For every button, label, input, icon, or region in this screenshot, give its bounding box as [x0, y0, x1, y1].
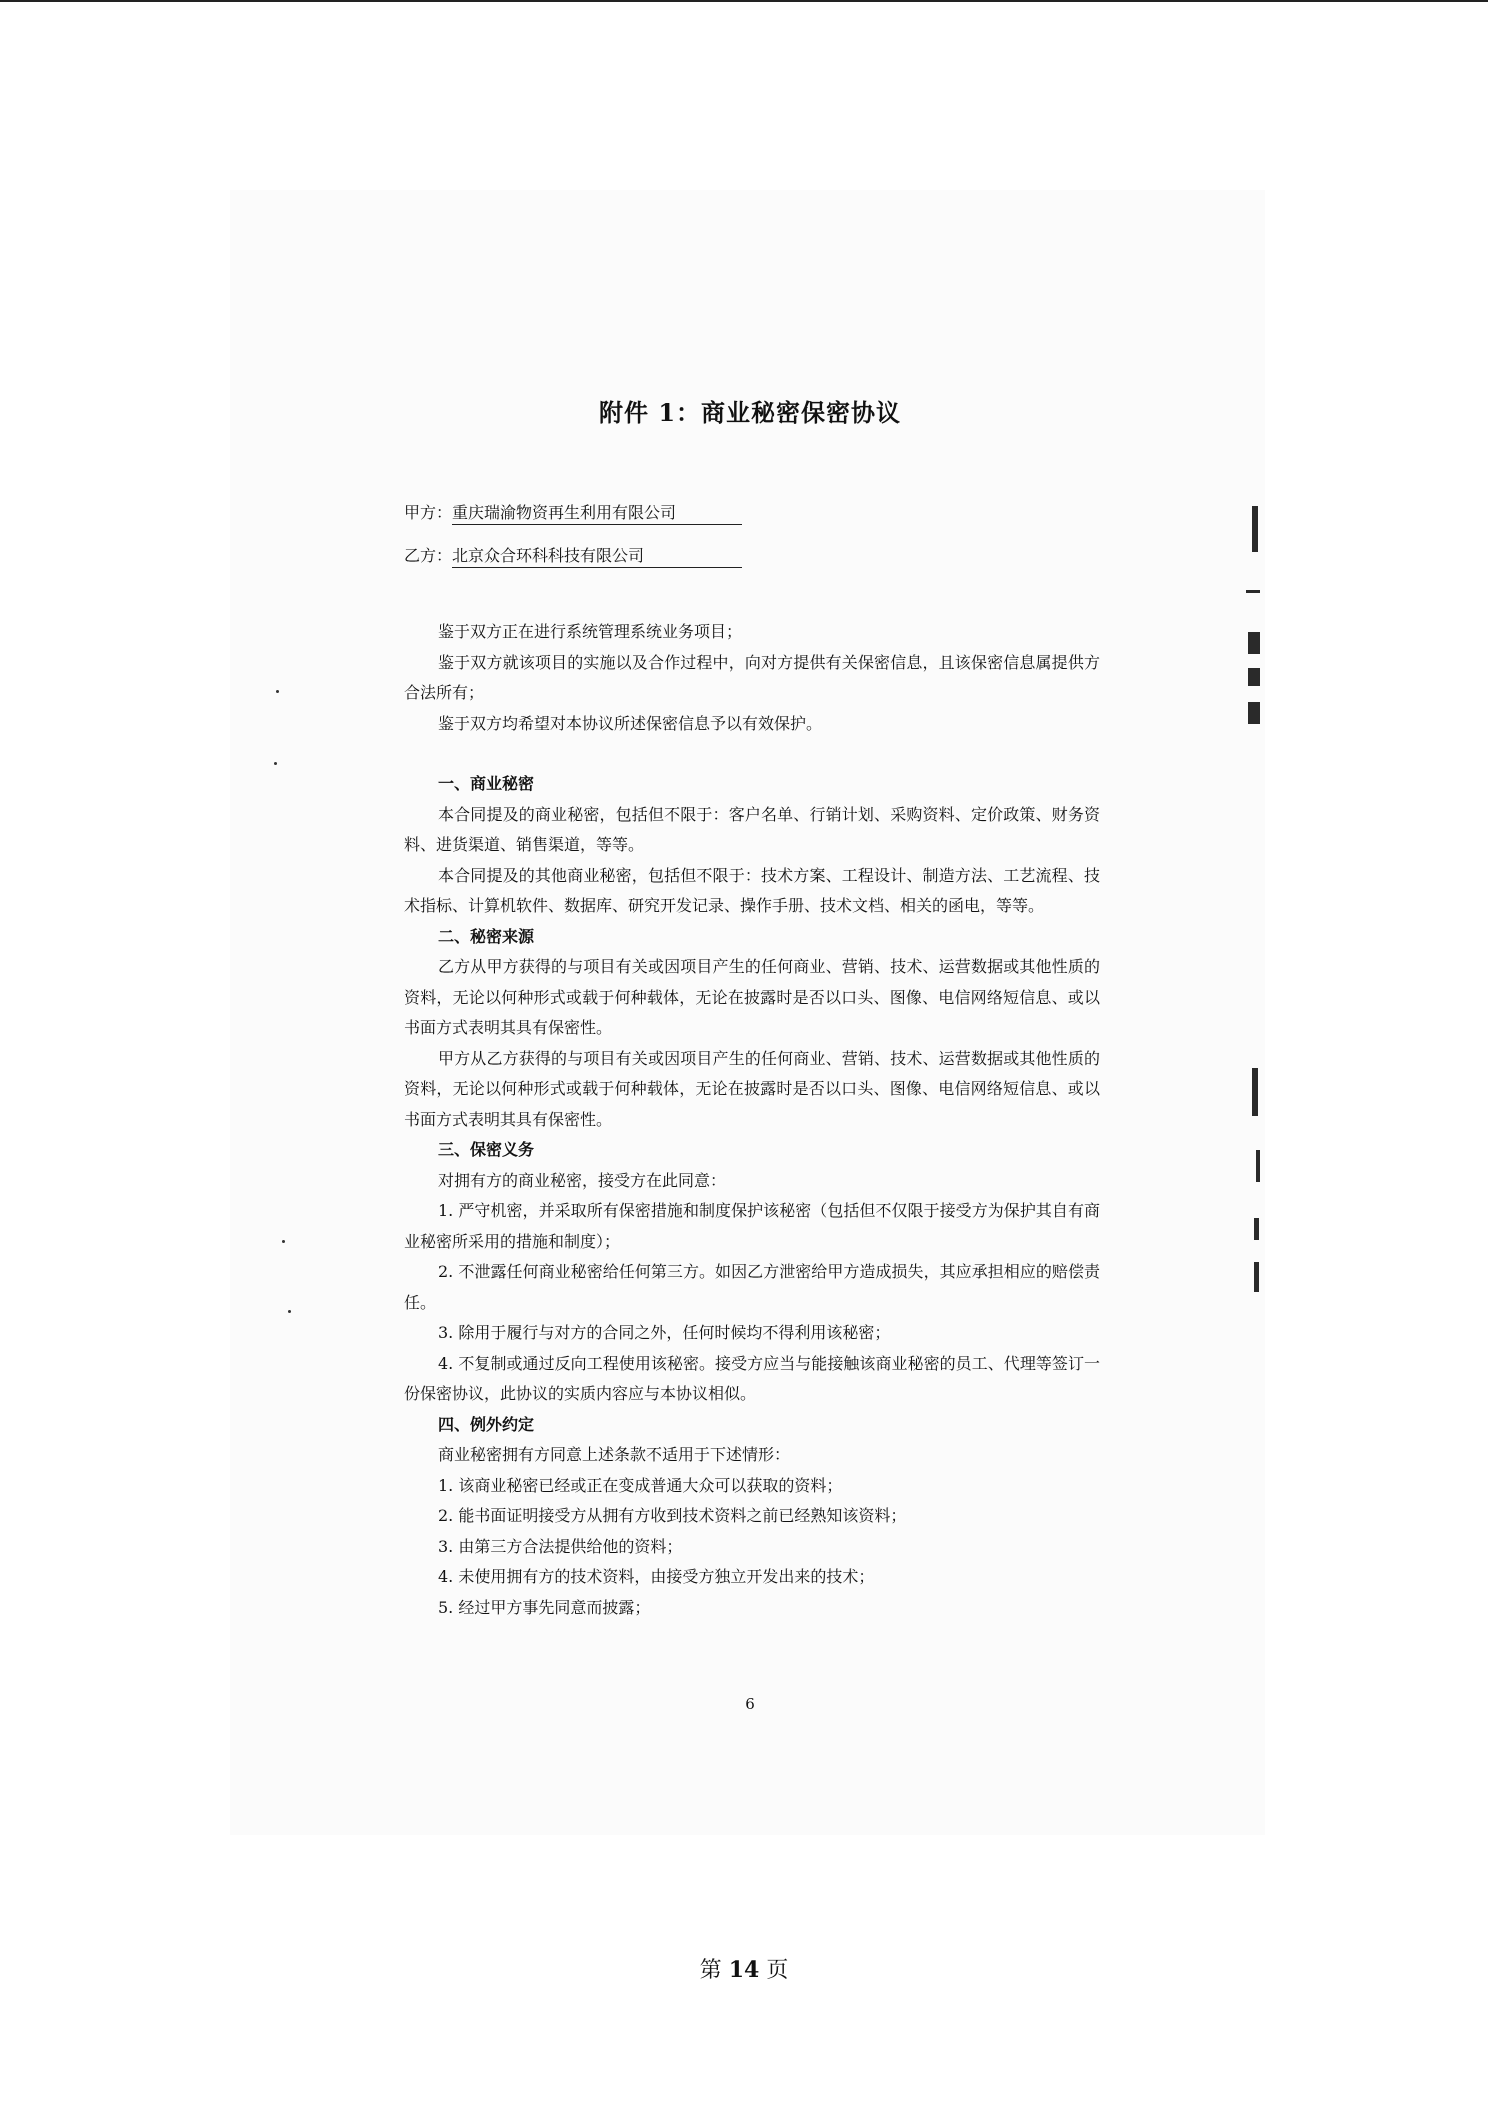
scan-speck: [282, 1240, 285, 1243]
agreement-body: [404, 617, 1100, 1623]
section-heading: 一、商业秘密: [438, 774, 535, 793]
section-paragraph: 对拥有方的商业秘密，接受方在此同意：: [438, 1170, 727, 1190]
scan-speck: [288, 1310, 291, 1313]
section-paragraph: 5. 经过甲方事先同意而披露；: [438, 1597, 651, 1617]
party-b-name: 北京众合环科科技有限公司: [452, 543, 742, 568]
section-paragraph: 本合同提及的其他商业秘密，包括但不限于：技术方案、工程设计、制造方法、工艺流程、技术指标、计算机软件、数据库、研究开发记录、操作手册、技术文档、相关的函电，等等。: [404, 865, 1100, 915]
seal-fragment: [1252, 1068, 1258, 1116]
section-paragraph: 甲方从乙方获得的与项目有关或因项目产生的任何商业、营销、技术、运营数据或其他性质的资料，无论以何种形式或载于何种载体，无论在披露时是否以口头、图像、电信网络短信息、或以书面方式表明其具有保密性。: [404, 1048, 1100, 1129]
footer-suffix: 页: [766, 1958, 789, 1983]
inner-page-number: 6: [745, 1695, 755, 1713]
section-paragraph: 4. 未使用拥有方的技术资料，由接受方独立开发出来的技术；: [438, 1567, 875, 1586]
seal-fragment: [1248, 668, 1260, 686]
preamble-paragraph: 鉴于双方正在进行系统管理系统业务项目；: [438, 622, 743, 641]
seal-fragment: [1256, 1150, 1260, 1182]
section-paragraph: 2. 不泄露任何商业秘密给任何第三方。如因乙方泄密给甲方造成损失，其应承担相应的赔偿责任。: [404, 1262, 1100, 1312]
party-a-line: [404, 500, 742, 525]
seal-fragment: [1248, 632, 1260, 654]
footer-prefix: 第: [699, 1958, 722, 1983]
section-paragraph: 2. 能书面证明接受方从拥有方收到技术资料之前已经熟知该资料；: [438, 1506, 907, 1525]
section-heading: 三、保密义务: [438, 1140, 535, 1159]
preamble-paragraph: 鉴于双方就该项目的实施以及合作过程中，向对方提供有关保密信息，且该保密信息属提供方合法所有；: [404, 652, 1100, 702]
seal-fragment: [1246, 590, 1260, 593]
party-b-label: 乙方：: [404, 546, 453, 565]
scan-speck: [276, 690, 279, 693]
scan-speck: [274, 762, 277, 765]
section-paragraph: 4. 不复制或通过反向工程使用该秘密。接受方应当与能接触该商业秘密的员工、代理等签订一份保密协议，此协议的实质内容应与本协议相似。: [404, 1353, 1100, 1403]
section-paragraph: 3. 除用于履行与对方的合同之外，任何时候均不得利用该秘密；: [438, 1323, 891, 1342]
top-border-line: [0, 0, 1488, 2]
section-spacer: [404, 739, 1100, 769]
section-paragraph: 本合同提及的商业秘密，包括但不限于：客户名单、行销计划、采购资料、定价政策、财务资料、进货渠道、销售渠道，等等。: [404, 804, 1100, 854]
party-b-line: [404, 543, 742, 568]
section-heading: 四、例外约定: [438, 1414, 535, 1434]
party-a-label: 甲方：: [404, 503, 453, 522]
section-paragraph: 1. 严守机密，并采取所有保密措施和制度保护该秘密（包括但不仅限于接受方为保护其自有商业秘密所采用的措施和制度）；: [404, 1201, 1100, 1251]
seal-fragment: [1248, 702, 1260, 724]
section-paragraph: 3. 由第三方合法提供给他的资料；: [438, 1536, 683, 1556]
section-paragraph: 1. 该商业秘密已经或正在变成普通大众可以获取的资料；: [438, 1475, 843, 1495]
footer-page-number: 14: [728, 1957, 760, 1983]
party-a-name: 重庆瑞渝物资再生利用有限公司: [452, 500, 742, 525]
section-heading: 二、秘密来源: [438, 926, 535, 946]
section-paragraph: 乙方从甲方获得的与项目有关或因项目产生的任何商业、营销、技术、运营数据或其他性质的资料，无论以何种形式或载于何种载体，无论在披露时是否以口头、图像、电信网络短信息、或以书面方式表明其具有保密性。: [404, 957, 1100, 1037]
seal-fragment: [1254, 1262, 1259, 1292]
document-title: 附件 1：商业秘密保密协议: [598, 398, 902, 427]
section-paragraph: 商业秘密拥有方同意上述条款不适用于下述情形：: [438, 1445, 791, 1464]
page-footer: [0, 1953, 1488, 1984]
seal-fragment: [1254, 1218, 1259, 1240]
seal-fragment: [1252, 506, 1258, 552]
preamble-paragraph: 鉴于双方均希望对本协议所述保密信息予以有效保护。: [438, 713, 823, 733]
